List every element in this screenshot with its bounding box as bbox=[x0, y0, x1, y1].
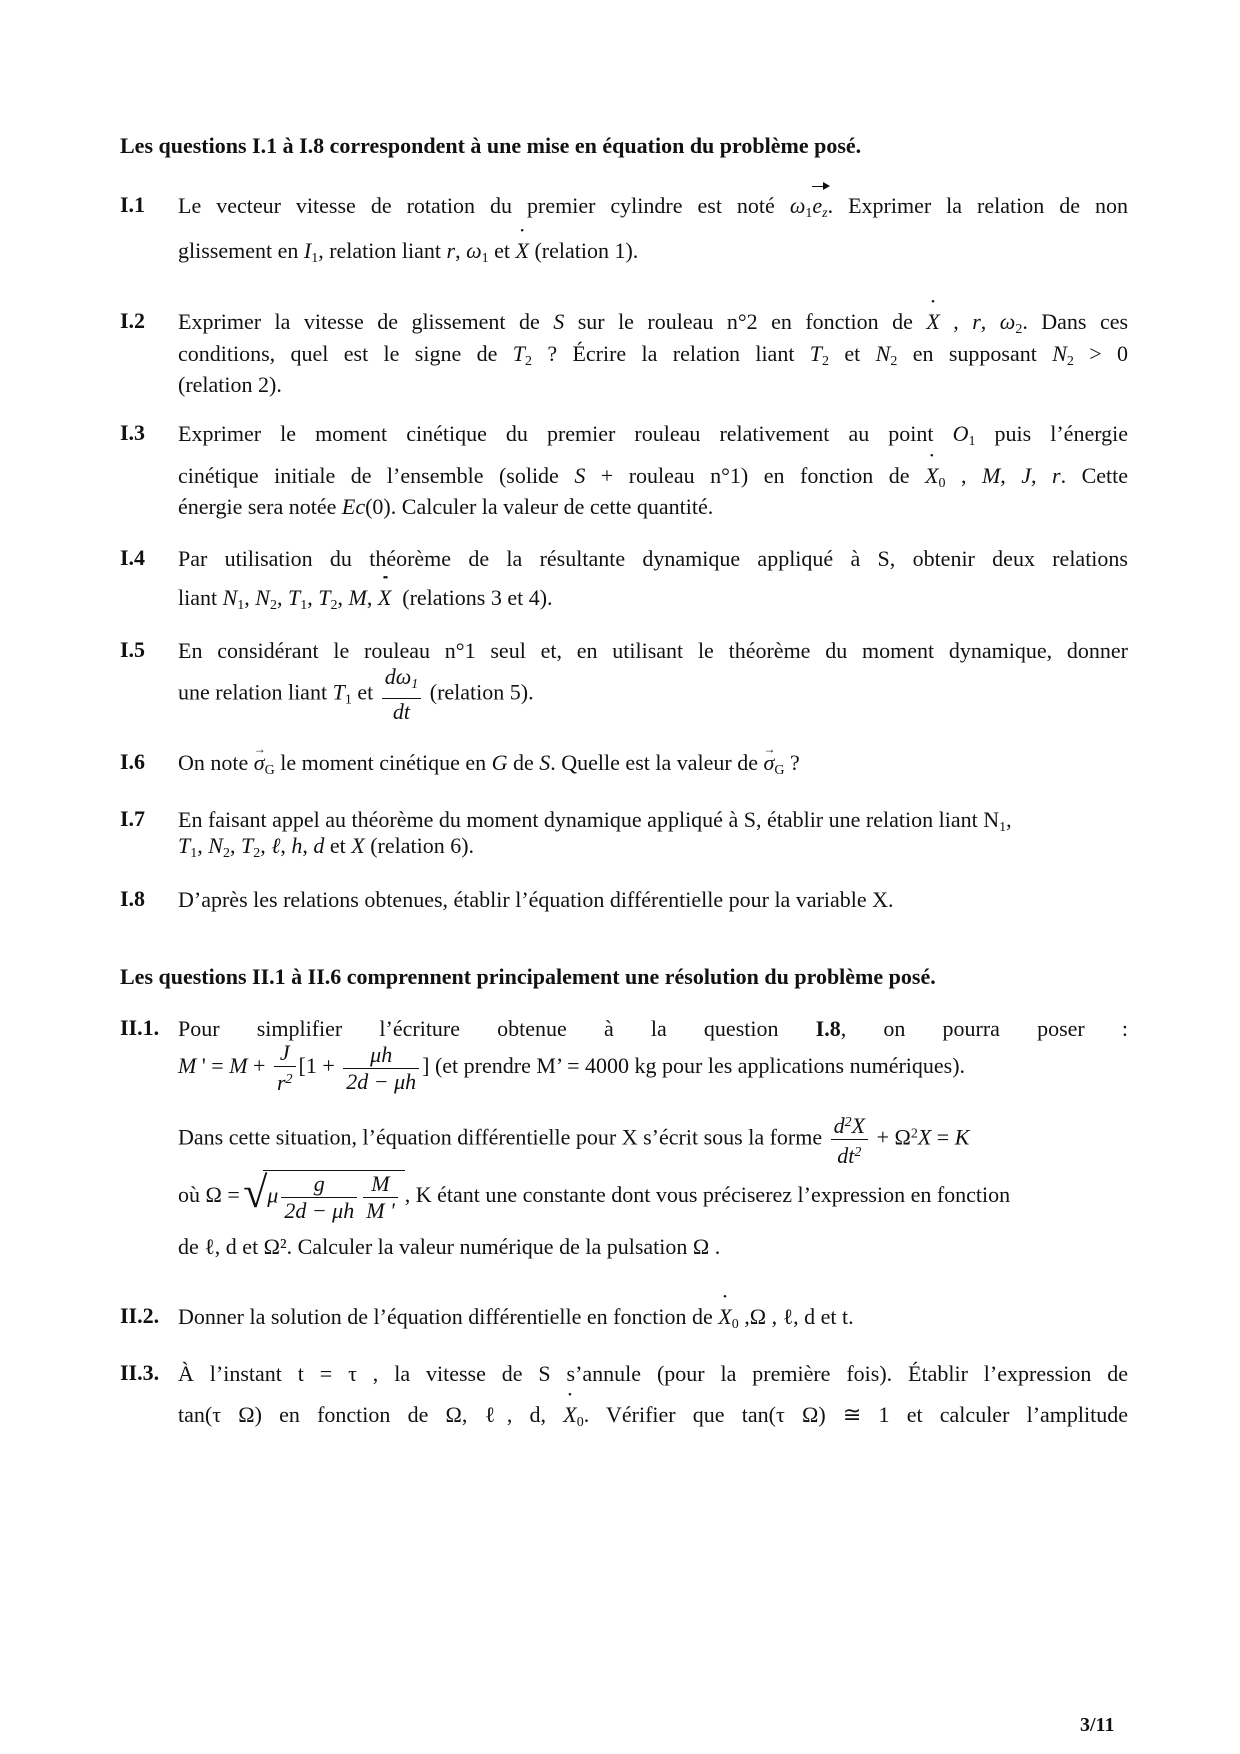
text: (relations 3 et 4). bbox=[402, 585, 553, 610]
text: puis l’énergie bbox=[994, 421, 1129, 446]
question-I7-line1: En faisant appel au théorème du moment dynamique appliqué à S, établir une relation liant $N_1$, bbox=[178, 807, 1012, 835]
text: ? bbox=[789, 750, 800, 775]
text: Le vecteur vitesse de rotation du premier cylindre est noté bbox=[178, 193, 775, 218]
question-I2-line3: (relation 2). bbox=[178, 372, 282, 397]
question-I4-line2: liant $N_1$, $N_2$, $T_1$, $T_2$, M, •• X (relations 3 et 4). bbox=[178, 584, 1128, 620]
text: liant bbox=[178, 585, 218, 610]
question-II2-line1: Donner la solution de l’équation différentielle en fonction de • $X_0$ ,Ω , ℓ, d et t. bbox=[178, 1303, 1128, 1339]
question-II1-line4: où Ω = √ μ $\frac{g}{2d - \mu h}$ $\frac{M}{M '}$ , K étant une constante dont vous préciserez l’expression en fonction bbox=[178, 1170, 1128, 1224]
question-number-I1: I.1 bbox=[120, 192, 146, 217]
question-I6-line1: On note → $\sigma_G$ le moment cinétique en G de S. Quelle est la valeur de → $\sigma_G$ ? bbox=[178, 749, 1128, 785]
text: . Cette bbox=[1060, 463, 1129, 488]
question-I4-line1: Par utilisation du théorème de la résultante dynamique appliqué à S, obtenir deux relations bbox=[178, 546, 1128, 571]
text: . Exprimer la relation de non bbox=[827, 193, 1128, 218]
text: le moment cinétique en bbox=[280, 750, 487, 775]
question-number-I5: I.5 bbox=[120, 637, 146, 662]
text: conditions, quel est le signe de bbox=[178, 341, 498, 366]
text: où bbox=[178, 1182, 200, 1208]
question-II1-line2: M ' = M + $\frac{J}{r^2}$ [1 + $\frac{\mu h}{2d - \mu h}$ ] (et prendre M’ = 4000 kg pour les applications numériques). bbox=[178, 1040, 966, 1095]
text: En faisant appel au théorème du moment dynamique appliqué à S, établir une relation liant N bbox=[178, 807, 1000, 832]
text: Donner la solution de l’équation différentielle en fonction de bbox=[178, 1304, 713, 1329]
question-number-I8: I.8 bbox=[120, 886, 146, 911]
question-number-II2: II.2. bbox=[120, 1303, 160, 1328]
text: ? Écrire la relation liant bbox=[547, 341, 795, 366]
text: Dans cette situation, l’équation différentielle pour X s’écrit sous la forme bbox=[178, 1124, 823, 1150]
question-number-I3: I.3 bbox=[120, 420, 146, 445]
text: et bbox=[844, 341, 861, 366]
text: . Dans ces bbox=[1022, 309, 1129, 334]
question-number-I7: I.7 bbox=[120, 806, 146, 831]
text: énergie sera notée bbox=[178, 494, 337, 519]
text: , relation liant bbox=[318, 238, 441, 263]
text: + rouleau n°1) en fonction de bbox=[600, 463, 910, 488]
text: Pour simplifier l’écriture obtenue à la question bbox=[178, 1016, 779, 1041]
question-I3-line2: cinétique initiale de l’ensemble (solide S + rouleau n°1) en fonction de • $X_0$ , M, J, r. Cette bbox=[178, 462, 1128, 498]
text: (relation 5). bbox=[429, 679, 534, 705]
question-I5-line1: En considérant le rouleau n°1 seul et, en utilisant le théorème du moment dynamique, donner bbox=[178, 638, 1128, 663]
text: sur le rouleau n°2 en fonction de bbox=[577, 309, 913, 334]
text: . Calculer la valeur de cette quantité. bbox=[390, 494, 714, 519]
question-II3-line1: À l’instant t = τ , la vitesse de S s’annule (pour la première fois). Établir l’expression de bbox=[178, 1361, 1128, 1386]
section-heading-2: Les questions II.1 à II.6 comprennent principalement une résolution du problème posé. bbox=[120, 964, 936, 989]
question-number-II3: II.3. bbox=[120, 1360, 160, 1385]
text: ,Ω , ℓ, d et t. bbox=[744, 1304, 854, 1329]
text: . Vérifier que tan(τ Ω) ≅ 1 et calculer l’amplitude bbox=[583, 1402, 1129, 1427]
question-II3-line2: tan(τ Ω) en fonction de Ω, ℓ, d, • $X_0$. Vérifier que tan(τ Ω) ≅ 1 et calculer l’amplitude bbox=[178, 1401, 1128, 1437]
question-I3-line3: énergie sera notée Ec(0). Calculer la valeur de cette quantité. bbox=[178, 494, 714, 519]
text: tan(τ Ω) en fonction de Ω, ℓ, d, bbox=[178, 1402, 547, 1427]
question-I1-line1: Le vecteur vitesse de rotation du premier cylindre est noté $\omega_1e_z$. Exprimer la relation de non bbox=[178, 192, 1128, 228]
question-I2-line1: Exprimer la vitesse de glissement de S sur le rouleau n°2 en fonction de • X , r, $\omega_2$. Dans ces bbox=[178, 308, 1128, 344]
page-number: 3/11 bbox=[1080, 1714, 1115, 1736]
question-I5-line2: une relation liant $T_1$ et $\frac{d\omega_1}{dt}$ (relation 5). bbox=[178, 664, 534, 724]
question-number-I2: I.2 bbox=[120, 308, 146, 333]
question-I2-line2: conditions, quel est le signe de $T_2$ ? Écrire la relation liant $T_2$ et $N_2$ en supposant $N_2 > 0$ bbox=[178, 341, 1128, 369]
text: une relation liant bbox=[178, 679, 328, 705]
question-I1-line2: glissement en $I_1$, relation liant r, $\omega_1$ et • X (relation 1). bbox=[178, 237, 1128, 273]
text: , K étant une constante dont vous préciserez l’expression en fonction bbox=[404, 1182, 1011, 1208]
question-II1-line1 bbox=[178, 1015, 1128, 1043]
text: Exprimer le moment cinétique du premier rouleau relativement au point bbox=[178, 421, 934, 446]
text: et bbox=[494, 238, 510, 263]
question-II1-line5: de ℓ, d et Ω². Calculer la valeur numérique de la pulsation Ω . bbox=[178, 1234, 721, 1259]
text: en supposant bbox=[912, 341, 1037, 366]
question-I7-line2: $T_1$, $N_2$, $T_2$, ℓ, h, d et X (relation 6). bbox=[178, 833, 475, 861]
text: glissement en bbox=[178, 238, 299, 263]
question-II1-line3: Dans cette situation, l’équation différentielle pour X s’écrit sous la forme $\frac{d^2X}{dt^2}$ + $\Omega^2X = K$ bbox=[178, 1110, 1128, 1169]
text: de bbox=[513, 750, 534, 775]
question-number-II1: II.1. bbox=[120, 1015, 160, 1040]
text: Exprimer la vitesse de glissement de bbox=[178, 309, 540, 334]
question-I8-line1: D’après les relations obtenues, établir l’équation différentielle pour la variable X. bbox=[178, 887, 894, 912]
section-heading-1: Les questions I.1 à I.8 correspondent à une mise en équation du problème posé. bbox=[120, 133, 862, 158]
text: (relation 1). bbox=[534, 238, 639, 263]
question-I3-line1: Exprimer le moment cinétique du premier rouleau relativement au point $O_1$ puis l’énergie bbox=[178, 421, 1129, 449]
text: On note bbox=[178, 750, 249, 775]
text: (relation 6). bbox=[370, 833, 475, 858]
question-number-I6: I.6 bbox=[120, 749, 146, 774]
text: I.8 bbox=[815, 1016, 841, 1041]
text: cinétique initiale de l’ensemble (solide bbox=[178, 463, 559, 488]
text: et bbox=[357, 679, 374, 705]
text: , on pourra poser : bbox=[840, 1016, 1129, 1041]
text: . Quelle est la valeur de bbox=[550, 750, 758, 775]
question-number-I4: I.4 bbox=[120, 545, 146, 570]
text: (et prendre M’ = 4000 kg pour les applications numériques). bbox=[434, 1053, 966, 1079]
